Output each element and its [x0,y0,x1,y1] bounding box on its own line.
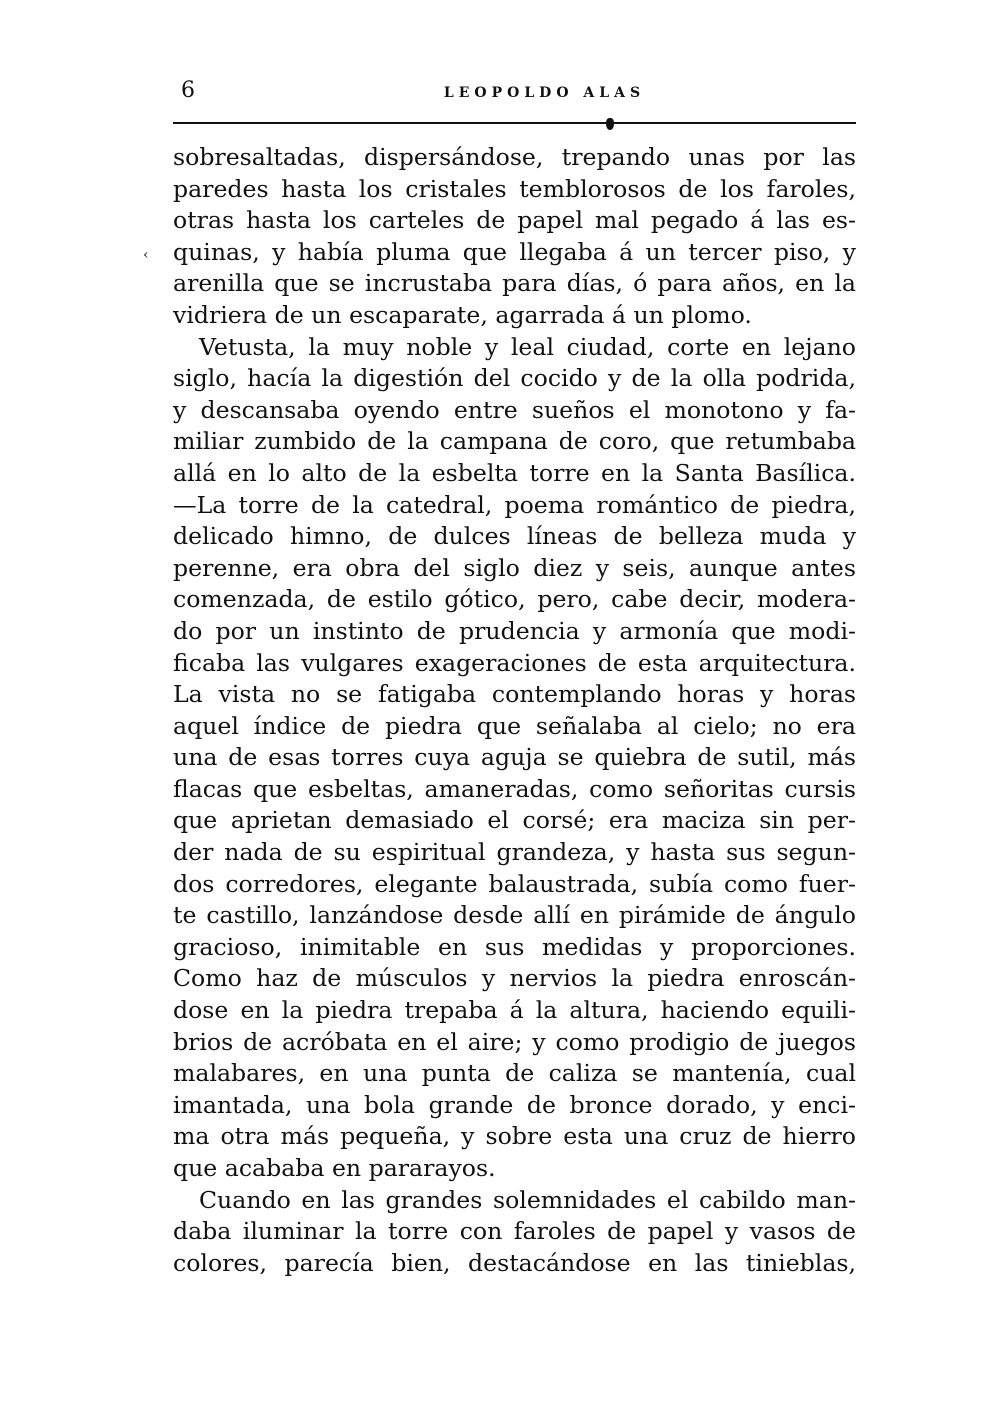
text-line: flacas que esbeltas, amaneradas, como señoritas cursis [173,774,856,803]
text-line: dos corredores, elegante balaustrada, subía como fuer- [173,869,856,898]
text-line: daba iluminar la torre con faroles de papel y vasos de [173,1217,856,1246]
text-line: La vista no se fatigaba contemplando horas y horas [173,680,856,709]
text-line: te castillo, lanzándose desde allí en pirámide de ángulo [173,901,856,930]
text-line: —La torre de la catedral, poema romántico de piedra, [173,490,856,519]
text-line: sobresaltadas, dispersándose, trepando unas por las [173,143,856,171]
text-line: malabares, en una punta de caliza se mantenía, cual [173,1059,856,1088]
text-line: delicado himno, de dulces líneas de belleza muda y [173,522,856,551]
text-line: do por un instinto de prudencia y armonía que modi- [173,616,856,645]
text-line: y descansaba oyendo entre sueños el monotono y fa- [173,395,856,424]
text-line: allá en lo alto de la esbelta torre en la Santa Basílica. [173,458,856,487]
text-line: miliar zumbido de la campana de coro, que retumbaba [173,427,856,456]
body-text [173,142,856,1279]
running-head: LEOPOLDO ALAS [443,85,646,101]
text-line: vidriera de un escaparate, agarrada á un plomo. [173,300,752,329]
text-line: siglo, hacía la digestión del cocido y de la olla podrida, [173,364,856,393]
text-line: imantada, una bola grande de bronce dorado, y enci- [173,1090,856,1119]
text-line: aquel índice de piedra que señalaba al cielo; no era [173,711,856,740]
text-line: otras hasta los carteles de papel mal pegado á las es- [173,206,856,235]
text-line: que acababa en pararayos. [173,1154,496,1182]
text-line: quinas, y había pluma que llegaba á un tercer piso, y [173,237,856,266]
text-line: ma otra más pequeña, y sobre esta una cruz de hierro [173,1122,856,1151]
text-line: colores, parecía bien, destacándose en las tinieblas, [173,1248,856,1277]
margin-mark: ‹ [143,247,149,263]
text-line: Vetusta, la muy noble y leal ciudad, corte en lejano [199,332,856,361]
text-line: una de esas torres cuya aguja se quiebra de sutil, más [173,743,856,772]
text-line: Como haz de músculos y nervios la piedra enroscán- [173,964,856,993]
text-line: que aprietan demasiado el corsé; era maciza sin per- [173,806,856,835]
text-line: brios de acróbata en el aire; y como prodigio de juegos [173,1027,856,1056]
rule-ornament [606,118,614,130]
text-line: der nada de su espiritual grandeza, y hasta sus segun- [173,838,856,867]
text-line: dose en la piedra trepaba á la altura, haciendo equili- [173,996,856,1025]
text-line: Cuando en las grandes solemnidades el cabildo man- [199,1185,856,1214]
text-line: ficaba las vulgares exageraciones de esta arquitectura. [173,648,856,677]
page-number: 6 [181,78,195,103]
text-line: gracioso, inimitable en sus medidas y proporciones. [173,932,856,961]
header-rule [173,122,856,124]
text-line: perenne, era obra del siglo diez y seis, aunque antes [173,553,856,582]
text-line: comenzada, de estilo gótico, pero, cabe decir, modera- [173,585,856,614]
text-line: arenilla que se incrustaba para días, ó para años, en la [173,269,856,298]
page-header [173,78,856,108]
text-line: paredes hasta los cristales temblorosos de los faroles, [173,174,856,203]
